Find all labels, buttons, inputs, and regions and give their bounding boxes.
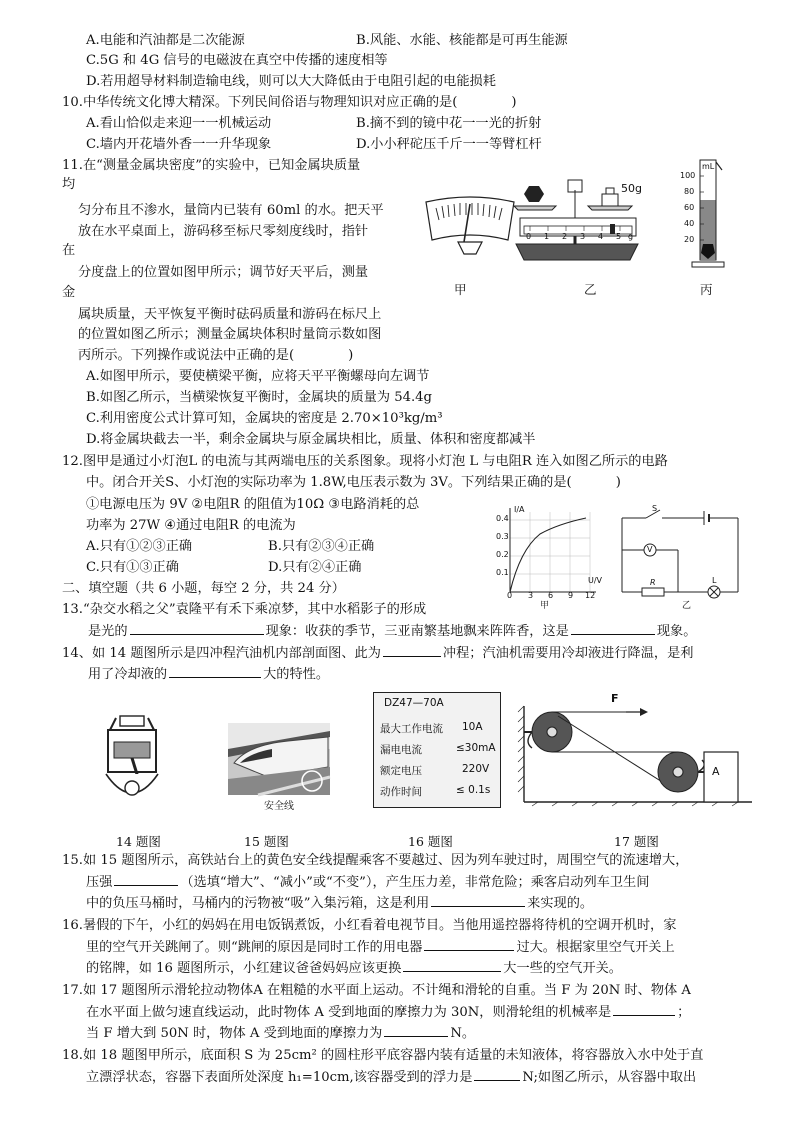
- q11-ruler-tick-5: 5: [616, 232, 622, 241]
- fig16-row-2-val: ≤30mA: [456, 742, 496, 754]
- q12-option-c: C.只有①③正确: [86, 560, 179, 575]
- q12-graph-xtick-6: 6: [548, 591, 554, 600]
- q18-text-b: N;如图乙所示，从容器中取出: [522, 1070, 697, 1085]
- q10-stem-end: ): [511, 95, 517, 110]
- q11-line-4: 在: [62, 243, 76, 258]
- q16-line-2: [86, 938, 675, 957]
- fig16-row-1: [380, 721, 496, 736]
- q12-line-4: 功率为 27W ④通过电阻R 的电流为: [86, 518, 296, 533]
- q18-text-a: 立漂浮状态，容器下表面所处深度 h₁=10cm,该容器受到的浮力是: [86, 1070, 473, 1085]
- q11-line-2: 匀分布且不渗水，量筒内已装有 60ml 的水。把天平: [78, 203, 384, 218]
- q10-stem: [62, 94, 517, 112]
- q17-line-2: [86, 1003, 690, 1022]
- q12-graph-ylabel: I/A: [514, 505, 525, 514]
- fig16-row-4: [380, 784, 496, 799]
- q12-line-3: ①电源电压为 9V ②电阻R 的阻值为10Ω ③电路消耗的总: [86, 497, 420, 512]
- q16-text-a: 里的空气开关跳闸了。则“跳闸的原因是同时工作的用电器: [86, 940, 423, 955]
- fig17-force-label: F: [611, 692, 619, 705]
- q11-line-1: 均: [62, 177, 76, 192]
- fig16-model: DZ47—70A: [384, 697, 444, 709]
- q14-blank-2[interactable]: [169, 665, 261, 678]
- fig16-caption: 16 题图: [408, 834, 453, 849]
- q15-line-2: [86, 873, 649, 892]
- q17-text-c: 当 F 增大到 50N 时，物体 A 受到地面的摩擦力为: [86, 1026, 383, 1041]
- fig16-nameplate: [373, 692, 501, 808]
- q12-graph-xtick-3: 3: [528, 591, 534, 600]
- q12-graph-xlabel: U/V: [588, 576, 603, 585]
- q12-line-1: 12.图甲是通过小灯泡L 的电流与其两端电压的关系图象。现将小灯泡 L 与电阻R 连入如图乙所示的电路: [62, 454, 668, 469]
- q13-text-b: 现象：收获的季节，三亚南繁基地飘来阵阵香，这是: [265, 624, 569, 639]
- fig15-train-photo: [228, 723, 330, 795]
- q11-option-d: D.将金属块截去一半，剩余金属块与原金属块相比，质量、体积和密度都减半: [86, 432, 536, 447]
- q11-ruler-unit: g: [628, 232, 634, 241]
- q15-text-a: 压强: [86, 875, 113, 890]
- q11-ruler-tick-4: 4: [598, 232, 604, 241]
- q11-cylinder-unit: mL: [702, 162, 715, 171]
- q11-option-b: B.如图乙所示，当横梁恢复平衡时，金属块的质量为 54.4g: [86, 390, 433, 405]
- q17-blank-2[interactable]: [384, 1024, 448, 1037]
- q18-line-2: [86, 1068, 696, 1087]
- q15-text-c: 中的负压马桶时，马桶内的污物被“吸”入集污箱，这是利用: [86, 896, 430, 911]
- q11-option-c: C.利用密度公式计算可知，金属块的密度是 2.70×10³kg/m³: [86, 411, 443, 426]
- q12-graph-ytick-2: 0.2: [496, 550, 509, 559]
- q11-line-5: 分度盘上的位置如图甲所示；调节好天平后，测量: [78, 265, 369, 280]
- fig15-caption: 15 题图: [244, 834, 289, 849]
- q13-blank-1[interactable]: [130, 622, 264, 635]
- fig17-block-label: A: [712, 765, 720, 778]
- q12-graph-ytick-1: 0.3: [496, 532, 509, 541]
- q15-text-d: 来实现的。: [527, 896, 594, 911]
- q12-line-2-end: ): [615, 475, 621, 490]
- q13-text-a: 是光的: [88, 624, 128, 639]
- q12-circuit: [616, 506, 746, 602]
- q12-iv-graph: [494, 506, 598, 598]
- q16-text-c: 的铭牌，如 16 题图所示，小红建议爸爸妈妈应该更换: [86, 961, 402, 976]
- q12-option-a: A.只有①②③正确: [86, 539, 193, 554]
- q12-graph-xtick-0: 0: [507, 591, 513, 600]
- q12-option-d: D.只有②④正确: [268, 560, 362, 575]
- q9-option-b: B.风能、水能、核能都是可再生能源: [356, 33, 568, 48]
- q17-text-a: 在水平面上做匀速直线运动，此时物体 A 受到地面的摩擦力为 30N，则滑轮组的机械率是: [86, 1005, 612, 1020]
- q12-lamp-label: L: [712, 576, 717, 585]
- q11-line-0: 11.在“测量金属块密度”的实验中，已知金属块质量: [62, 158, 361, 173]
- q13-text-c: 现象。: [656, 624, 697, 639]
- q17-line-1: 17.如 17 题图所示滑轮拉动物体A 在粗糙的水平面上运动。不计绳和滑轮的自重。当 F 为 20N 时、物体 A: [62, 983, 691, 998]
- q11-fig-jia-dial: [420, 196, 520, 256]
- q11-cylinder-tick-80: 80: [684, 187, 695, 196]
- q15-blank-2[interactable]: [431, 894, 525, 907]
- q12-circuit-caption: 乙: [682, 601, 692, 611]
- q10-option-b: B.摘不到的镜中花一一光的折射: [356, 116, 542, 131]
- q15-line-1: 15.如 15 题图所示，高铁站台上的黄色安全线提醒乘客不要越过、因为列车驶过时，周围空气的流速增大，: [62, 853, 689, 868]
- q11-fig-bing-caption: 丙: [700, 282, 713, 297]
- q12-graph-ytick-3: 0.1: [496, 568, 509, 577]
- q15-blank-1[interactable]: [114, 873, 178, 886]
- q12-graph-xtick-12: 12: [585, 591, 596, 600]
- q16-blank-1[interactable]: [424, 938, 514, 951]
- q12-switch-label: S: [652, 504, 658, 513]
- q16-line-1: 16.暑假的下午，小红的妈妈在用电饭锅煮饭，小红看着电视节目。当他用遥控器将待机的空调开机时，家: [62, 918, 677, 933]
- q12-line-2: [86, 474, 621, 492]
- q14-line-2: [88, 665, 329, 684]
- q10-option-a: A.看山恰似走来迎一一机械运动: [86, 116, 272, 131]
- q11-fig-jia-caption: 甲: [454, 282, 467, 297]
- q14-text-c: 用了冷却液的: [88, 667, 168, 682]
- q17-text-d: N。: [450, 1026, 476, 1041]
- fig16-row-2: [380, 742, 496, 757]
- fig16-row-4-key: 动作时间: [380, 786, 422, 798]
- q12-voltmeter-label: V: [647, 545, 653, 554]
- q18-line-1: 18.如 18 题图甲所示，底面积 S 为 25cm² 的圆柱形平底容器内装有适量的未知液体，将容器放入水中处于直: [62, 1048, 704, 1063]
- q9-option-d: D.若用超导材料制造输电线，则可以大大降低由于电阻引起的电能损耗: [86, 74, 496, 89]
- fig16-row-4-val: ≤ 0.1s: [456, 784, 491, 796]
- fig16-row-1-key: 最大工作电流: [380, 723, 443, 735]
- q16-line-3: [86, 959, 622, 978]
- fig16-row-3-key: 额定电压: [380, 765, 422, 777]
- q10-stem-text: 10.中华传统文化博大精深。下列民间俗语与物理知识对应正确的是(: [62, 95, 458, 110]
- fig15-safety-line-label: 安全线: [264, 801, 294, 812]
- q13-line-1: 13.“杂交水稻之父”袁隆平有禾下乘凉梦，其中水稻影子的形成: [62, 602, 427, 617]
- q9-option-a: A.电能和汽油都是二次能源: [86, 33, 245, 48]
- q11-line-7: 属块质量，天平恢复平衡时砝码质量和游码在标尺上: [78, 307, 382, 322]
- q10-option-c: C.墙内开花墙外香一一升华现象: [86, 137, 272, 152]
- q13-line-2: [88, 622, 696, 641]
- q11-stem-text: 丙所示。下列操作或说法中正确的是(: [78, 348, 295, 363]
- q14-text-d: 大的特性。: [263, 667, 330, 682]
- fig14-engine: [96, 712, 168, 812]
- q16-text-b: 过大。根据家里空气开关上: [516, 940, 675, 955]
- q15-line-3: [86, 894, 593, 913]
- q16-text-d: 大一些的空气开关。: [503, 961, 622, 976]
- q12-graph-xtick-9: 9: [568, 591, 574, 600]
- fig16-row-3-val: 220V: [462, 763, 490, 775]
- q17-blank-1[interactable]: [613, 1003, 675, 1016]
- fig17-caption: 17 题图: [614, 834, 659, 849]
- q14-text-b: 冲程；汽油机需要用冷却液进行降温，是利: [442, 646, 694, 661]
- q11-cylinder-tick-20: 20: [684, 235, 695, 244]
- q18-blank-1[interactable]: [474, 1068, 520, 1081]
- q12-option-b: B.只有②③④正确: [268, 539, 375, 554]
- fig16-row-3: [380, 763, 496, 778]
- section-2-heading: 二、填空题（共 6 小题，每空 2 分，共 24 分）: [62, 581, 345, 596]
- q12-line-2-text: 中。闭合开关S、小灯泡的实际功率为 1.8W,电压表示数为 3V。下列结果正确的是(: [86, 475, 572, 490]
- q14-blank-1[interactable]: [383, 644, 441, 657]
- q11-ruler-tick-3: 3: [580, 232, 586, 241]
- q9-option-c: C.5G 和 4G 信号的电磁波在真空中传播的速度相等: [86, 53, 388, 68]
- q16-blank-2[interactable]: [403, 959, 501, 972]
- q12-graph-caption: 甲: [540, 601, 550, 611]
- q11-cylinder-tick-100: 100: [680, 171, 696, 180]
- q11-line-6: 金: [62, 285, 76, 300]
- q11-cylinder-tick-60: 60: [684, 203, 695, 212]
- q11-line-3: 放在水平桌面上，游码移至标尺零刻度线时，指针: [78, 224, 369, 239]
- q11-option-a: A.如图甲所示，要使横梁平衡，应将天平平衡螺母向左调节: [86, 369, 430, 384]
- q14-line-1: [62, 644, 693, 663]
- q17-text-b: ；: [677, 1005, 691, 1020]
- q13-blank-2[interactable]: [571, 622, 655, 635]
- q17-line-3: [86, 1024, 475, 1043]
- q11-stem-end: ): [348, 348, 354, 363]
- fig17-pulley: [518, 696, 754, 806]
- q11-ruler-tick-0: 0: [526, 232, 532, 241]
- q11-weight-label: 50g: [621, 182, 642, 195]
- q12-graph-ytick-0: 0.4: [496, 514, 509, 523]
- fig16-row-1-val: 10A: [462, 721, 483, 733]
- fig16-row-2-key: 漏电电流: [380, 744, 422, 756]
- q11-line-8: 的位置如图乙所示；测量金属块体积时量筒示数如图: [78, 327, 382, 342]
- q11-ruler-tick-1: 1: [544, 232, 550, 241]
- q12-resistor-label: R: [650, 578, 656, 587]
- q11-cylinder-tick-40: 40: [684, 219, 695, 228]
- fig14-caption: 14 题图: [116, 834, 161, 849]
- q15-text-b: （选填“增大”、“减小”或“不变”），产生压力差，非常危险；乘客启动列车卫生间: [180, 875, 650, 890]
- q10-option-d: D.小小秤砣压千斤一一等臂杠杆: [356, 137, 542, 152]
- q11-ruler-tick-2: 2: [562, 232, 568, 241]
- q14-text-a: 14、如 14 题图所示是四冲程汽油机内部剖面图、此为: [62, 646, 381, 661]
- q11-line-9: [78, 347, 353, 365]
- q11-fig-yi-caption: 乙: [584, 282, 597, 297]
